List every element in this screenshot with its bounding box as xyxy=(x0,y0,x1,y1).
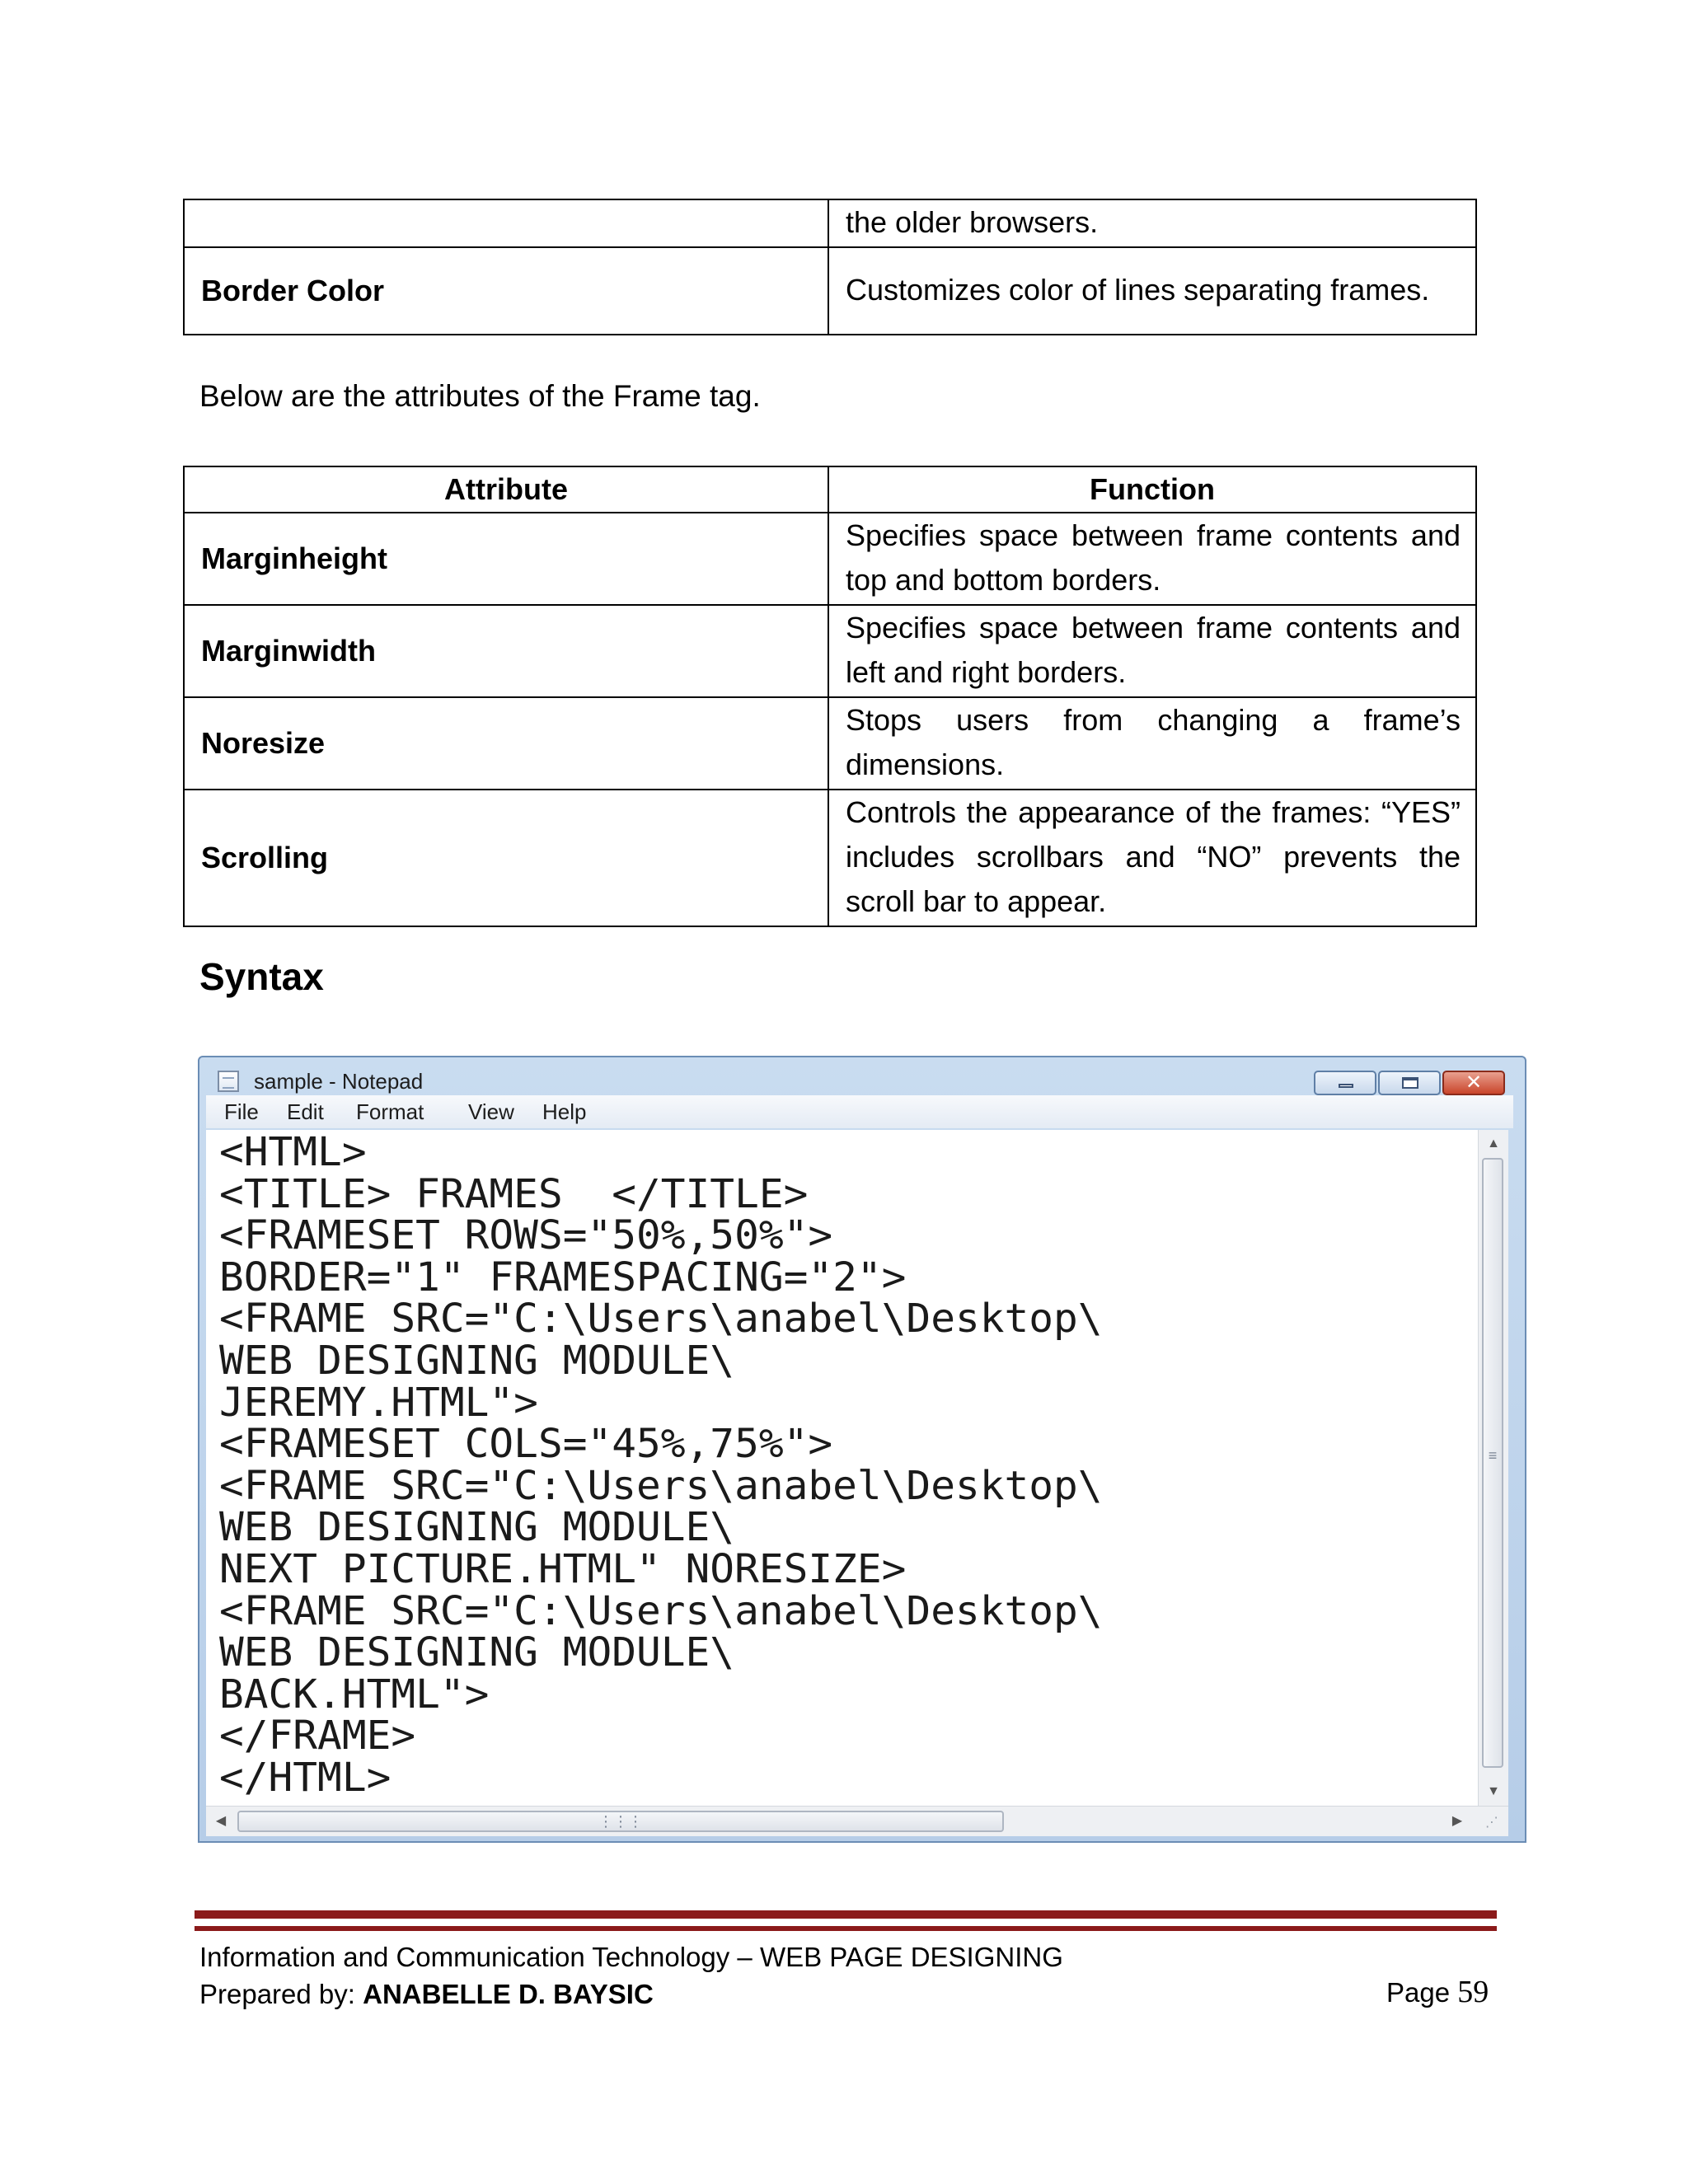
menu-file[interactable]: File xyxy=(224,1099,259,1124)
code-line: <FRAMESET COLS="45%,75%"> xyxy=(219,1421,833,1468)
maximize-button[interactable] xyxy=(1378,1071,1441,1095)
table-row xyxy=(184,247,1476,335)
code-line: WEB DESIGNING MODULE\ xyxy=(219,1504,735,1551)
close-button[interactable] xyxy=(1442,1071,1505,1095)
vertical-scroll-thumb[interactable] xyxy=(1482,1158,1503,1768)
code-line: <FRAMESET ROWS="50%,50%"> xyxy=(219,1212,833,1259)
menu-help[interactable]: Help xyxy=(542,1099,587,1124)
function-cell: Stops users from changing a frame’s dimensions. xyxy=(828,697,1476,790)
scroll-down-arrow-icon[interactable]: ▼ xyxy=(1487,1784,1500,1798)
horizontal-scrollbar[interactable] xyxy=(206,1806,1508,1836)
function-cell: Specifies space between frame contents and top and bottom borders. xyxy=(828,513,1476,605)
table-row xyxy=(184,697,1476,790)
attribute-cell: Noresize xyxy=(184,697,828,790)
code-line: BORDER="1" FRAMESPACING="2"> xyxy=(219,1254,907,1301)
table-row xyxy=(184,199,1476,247)
code-line: </FRAME> xyxy=(219,1713,416,1760)
table-row xyxy=(184,790,1476,926)
intro-paragraph: Below are the attributes of the Frame tag. xyxy=(199,379,761,413)
attribute-cell: Border Color xyxy=(184,247,828,335)
code-line: NEXT PICTURE.HTML" NORESIZE> xyxy=(219,1545,907,1592)
resize-grip-icon[interactable]: ⋰ xyxy=(1485,1816,1498,1830)
minimize-button[interactable] xyxy=(1314,1071,1376,1095)
code-line: <FRAME SRC="C:\Users\anabel\Desktop\ xyxy=(219,1587,1103,1634)
frame-attributes-table xyxy=(183,466,1477,927)
scroll-up-arrow-icon[interactable]: ▲ xyxy=(1487,1137,1500,1151)
function-cell: Specifies space between frame contents and left and right borders. xyxy=(828,605,1476,697)
function-cell: the older browsers. xyxy=(828,199,1476,247)
menu-bar xyxy=(206,1095,1513,1128)
grip-icon: ⋮⋮⋮ xyxy=(598,1813,643,1830)
footer-rule xyxy=(195,1910,1497,1919)
menu-view[interactable]: View xyxy=(468,1099,514,1124)
table-row xyxy=(184,513,1476,605)
page-number xyxy=(1386,1975,1489,2010)
footer-prepared-by xyxy=(199,1978,654,2011)
table-row xyxy=(184,605,1476,697)
code-line: <HTML> xyxy=(219,1130,367,1175)
notepad-window xyxy=(198,1056,1526,1843)
menu-edit[interactable]: Edit xyxy=(287,1099,324,1124)
column-header-function: Function xyxy=(828,466,1476,513)
grip-icon: ≡ xyxy=(1488,1447,1498,1464)
attribute-cell: Marginheight xyxy=(184,513,828,605)
page-label: Page xyxy=(1386,1977,1458,2008)
code-line: <TITLE> FRAMES </TITLE> xyxy=(219,1170,809,1217)
scroll-right-arrow-icon[interactable]: ▶ xyxy=(1451,1814,1463,1828)
column-header-attribute: Attribute xyxy=(184,466,828,513)
section-heading-syntax: Syntax xyxy=(199,955,324,998)
scroll-left-arrow-icon[interactable]: ◀ xyxy=(215,1814,227,1828)
horizontal-scroll-thumb[interactable] xyxy=(237,1811,1004,1832)
frameset-attributes-table-continued xyxy=(183,199,1477,335)
page-number-value: 59 xyxy=(1457,1975,1489,2009)
attribute-cell xyxy=(184,199,828,247)
code-line: WEB DESIGNING MODULE\ xyxy=(219,1629,735,1676)
code-line: </HTML> xyxy=(219,1754,392,1801)
notepad-icon xyxy=(218,1071,239,1092)
text-editor-area[interactable] xyxy=(206,1130,1508,1806)
window-title: sample - Notepad xyxy=(254,1069,424,1094)
vertical-scrollbar[interactable] xyxy=(1478,1130,1508,1806)
footer-rule xyxy=(195,1926,1497,1931)
code-line: JEREMY.HTML"> xyxy=(219,1379,538,1426)
footer-course-title: Information and Communication Technology – WEB PAGE DESIGNING xyxy=(199,1942,1063,1972)
code-line: BACK.HTML"> xyxy=(219,1671,490,1718)
table-header-row xyxy=(184,466,1476,513)
function-cell: Customizes color of lines separating frames. xyxy=(828,247,1476,335)
author-name: ANABELLE D. BAYSIC xyxy=(363,1979,654,2009)
code-line: WEB DESIGNING MODULE\ xyxy=(219,1337,735,1384)
attribute-cell: Marginwidth xyxy=(184,605,828,697)
menu-format[interactable]: Format xyxy=(356,1099,424,1124)
window-titlebar[interactable] xyxy=(199,1057,1525,1095)
html-code-listing xyxy=(219,1132,1103,1799)
attribute-cell: Scrolling xyxy=(184,790,828,926)
function-cell: Controls the appearance of the frames: “YES” includes scrollbars and “NO” prevents the scroll bar to appear. xyxy=(828,790,1476,926)
code-line: <FRAME SRC="C:\Users\anabel\Desktop\ xyxy=(219,1462,1103,1509)
code-line: <FRAME SRC="C:\Users\anabel\Desktop\ xyxy=(219,1296,1103,1343)
prepared-by-label: Prepared by: xyxy=(199,1979,363,2009)
